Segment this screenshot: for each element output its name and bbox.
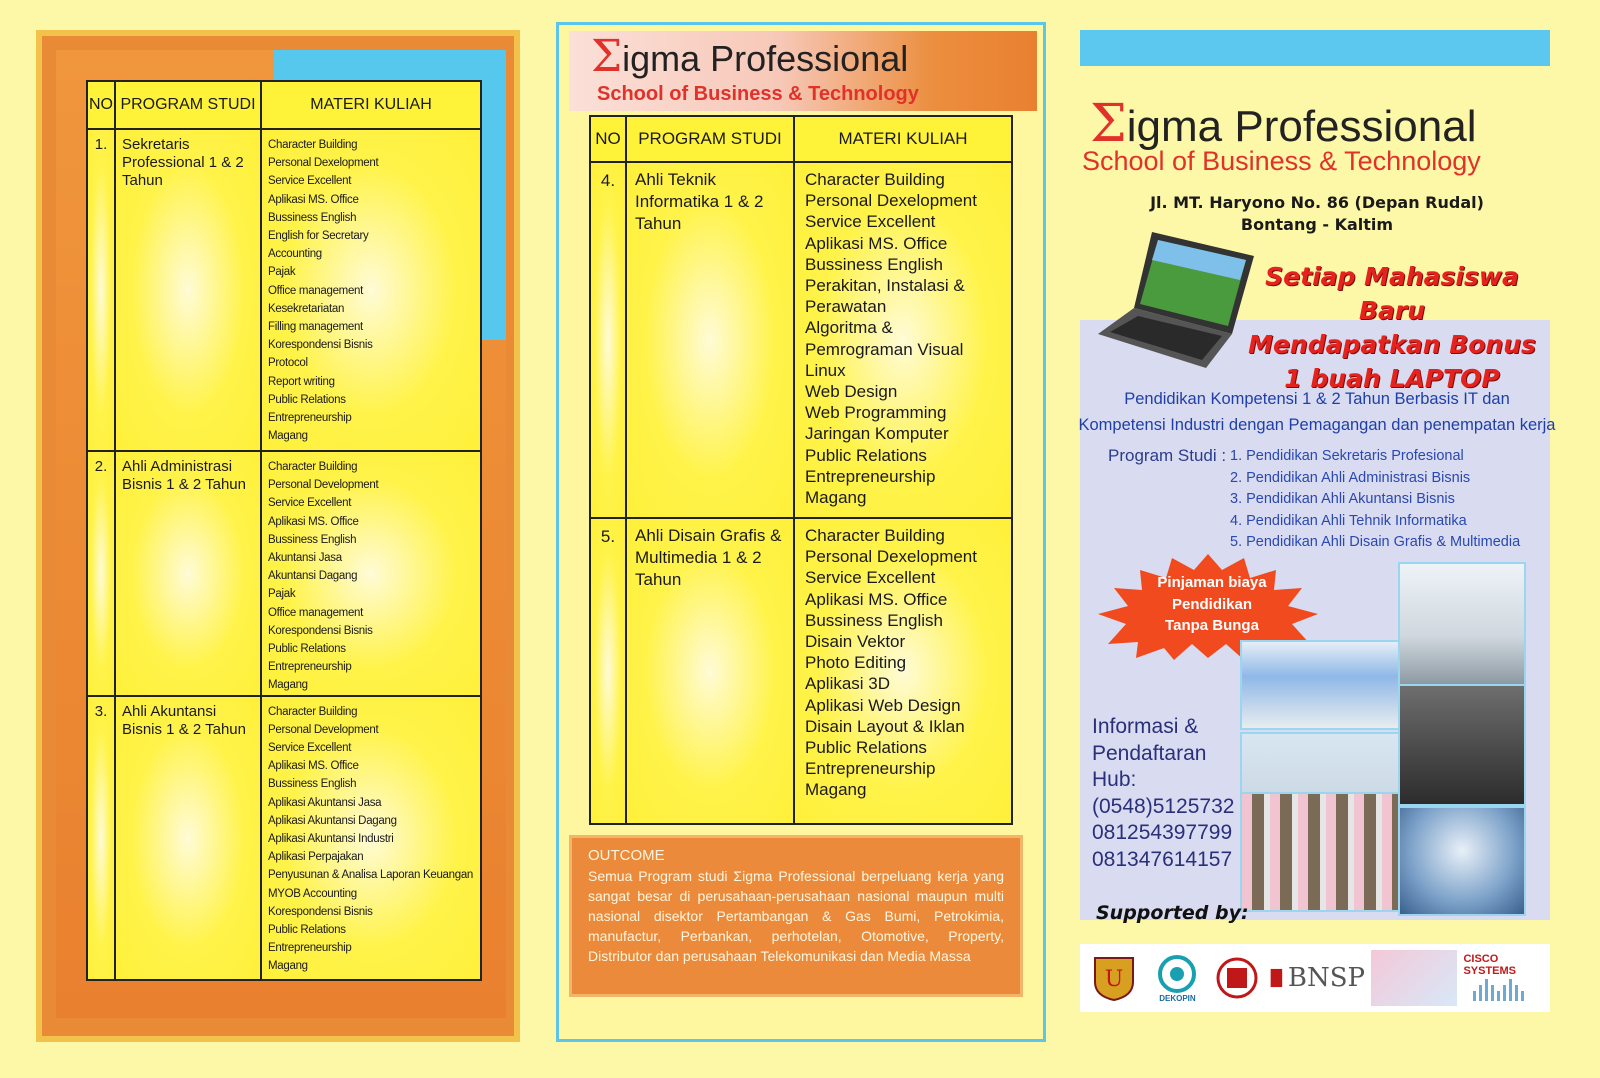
materi-item: Service Excellent [268,497,352,510]
table-header-row [87,81,481,129]
materi-item: Jaringan Komputer [805,424,949,444]
svg-text:U: U [1105,967,1124,992]
header-program: PROGRAM STUDI [115,81,261,129]
intro-line: Kompetensi Industri dengan Pemagangan dan penempatan kerja [1078,416,1556,434]
header-materi: MATERI KULIAH [794,116,1012,162]
materi-item: Filling management [268,321,363,334]
list-item: 5. Pendidikan Ahli Disain Grafis & Multimedia [1230,534,1521,551]
materi-item: Magang [805,488,867,508]
header-no: NO [87,81,115,129]
materi-item: Web Design [805,382,898,402]
table-row [590,518,1012,824]
materi-item: Personal Dexelopment [268,157,379,170]
brand-subtitle: School of Business & Technology [1082,146,1481,176]
materi-item: English for Secretary [268,230,369,243]
table-row [87,129,481,451]
program-name: Ahli Administrasi Bisnis 1 & 2 Tahun [115,451,261,696]
materi-item: Character Building [805,170,945,189]
materi-item: Character Building [268,705,358,718]
materi-item: Korespondensi Bisnis [268,905,373,918]
brand-name: igma Professional [1126,102,1477,151]
materi-item: Service Excellent [268,742,352,755]
materi-item: Magang [805,780,867,800]
program-number: 5. [590,518,626,824]
climber-photo [1398,806,1526,916]
materi-item: Public Relations [268,924,346,937]
middle-brand-header [569,31,1037,111]
top-cyan-bar [1080,30,1550,66]
table-row [87,696,481,980]
bnsp-logo-icon [1269,950,1365,1006]
materi-item: Pemrograman Visual [805,339,964,359]
materi-item: Korespondensi Bisnis [268,624,373,637]
phone-number: (0548)5125732 [1092,794,1235,818]
list-item: 2. Pendidikan Ahli Administrasi Bisnis [1230,469,1471,486]
materi-item: Entrepreneurship [268,942,352,955]
materi-item: Aplikasi MS. Office [805,589,948,609]
contact-line: Hub: [1092,768,1137,791]
laptop-bonus-text [1242,260,1542,396]
laptop-icon [1094,222,1262,372]
brand-title [591,31,908,82]
list-item: 3. Pendidikan Ahli Akuntansi Bisnis [1230,491,1455,508]
left-panel [36,30,520,1042]
table-row [590,162,1012,518]
materi-item: Aplikasi Akuntansi Industri [268,833,394,846]
sponsor-name: BNSP [1287,963,1366,993]
materi-item: Report writing [268,375,335,388]
materi-item: Public Relations [805,445,927,465]
header-no: NO [590,116,626,162]
materi-item: Character Building [805,526,945,545]
left-program-table [86,80,482,981]
program-name: Ahli Disain Grafis & Multimedia 1 & 2 Tahun [626,518,794,824]
brand-subtitle: School of Business & Technology [597,83,919,105]
materi-item: Akuntansi Jasa [268,552,342,565]
materi-item: Accounting [268,248,322,261]
materi-item: Bussiness English [268,211,357,224]
materi-item: Entrepreneurship [805,759,936,779]
sponsor-name: DEKOPIN [1159,993,1196,1003]
materi-item: Aplikasi 3D [805,674,891,694]
list-item: 4. Pendidikan Ahli Tehnik Informatika [1230,512,1467,529]
contact-line: Informasi & [1092,715,1199,738]
materi-item: Pajak [268,588,296,601]
materi-item: Photo Editing [805,653,907,673]
materi-item: Public Relations [268,643,346,656]
materi-item: Aplikasi MS. Office [268,760,359,773]
materi-list [261,129,481,451]
program-name: Ahli Teknik Informatika 1 & 2 Tahun [626,162,794,518]
brand-title [1090,94,1477,154]
materi-item: Personal Development [268,723,379,736]
library-photo [1240,792,1400,912]
supported-by-label: Supported by: [1096,902,1249,924]
materi-item: Magang [268,679,308,692]
loan-line: Pendidikan [1171,595,1253,613]
intro-line: Pendidikan Kompetensi 1 & 2 Tahun Berbasis IT dan [1124,390,1510,408]
building-photo [1240,640,1400,730]
bonus-line: Setiap Mahasiswa Baru [1265,262,1519,325]
materi-item: Office management [268,284,364,297]
materi-list [261,696,481,980]
program-number: 1. [87,129,115,451]
materi-item: Algoritma & [805,318,893,338]
materi-item: Service Excellent [805,568,936,588]
materi-item: Personal Dexelopment [805,191,977,211]
list-item: 1. Pendidikan Sekretaris Profesional [1230,448,1464,464]
materi-list [794,162,1012,518]
bonus-line: 1 buah LAPTOP [1284,364,1500,393]
materi-list [794,518,1012,824]
address-line: Bontang - Kaltim [1240,215,1394,234]
materi-list [261,451,481,696]
middle-panel [556,22,1046,1042]
header-program: PROGRAM STUDI [626,116,794,162]
sigma-logo-icon: Σ [591,31,623,82]
cisco-logo-icon [1463,950,1544,1006]
right-panel [1072,22,1562,1042]
materi-item: Pajak [268,266,296,279]
materi-item: Perakitan, Instalasi & [805,276,965,296]
materi-item: Entrepreneurship [268,661,352,674]
telematika-logo-icon [1371,950,1457,1006]
program-number: 2. [87,451,115,696]
materi-item: Service Excellent [805,212,936,232]
materi-item: Entrepreneurship [805,466,936,486]
office-photo [1398,562,1526,686]
materi-item: Aplikasi MS. Office [268,515,359,528]
ai-logo-icon [1212,950,1263,1006]
materi-item: Perawatan [805,297,887,317]
loan-line: Tanpa Bunga [1165,617,1259,634]
phone-number: 081347614157 [1092,847,1233,871]
materi-item: Aplikasi Web Design [805,695,961,715]
materi-item: Linux [805,360,846,380]
contact-info [1092,714,1234,873]
outcome-box [569,835,1023,997]
bonus-line: Mendapatkan Bonus [1248,330,1536,359]
sigma-logo-icon: Σ [1090,94,1127,154]
materi-item: Aplikasi MS. Office [805,233,948,253]
program-list [1230,446,1520,554]
intro-text [1072,386,1562,438]
materi-item: Bussiness English [805,254,943,274]
outcome-body: Semua Program studi Σigma Professional berpeluang kerja yang sangat besar di perusahaan-perusahaan nasional maupun multi nasional disektor Pertambangan & Gas Bumi, Petrokimia, manufactur, Perbankan, perhotelan, Otomotive, Property, Distributor dan perusahaan Telekomunikasi dan Media Massa [588,868,1004,964]
lab-photo [1398,684,1526,806]
materi-item: MYOB Accounting [268,887,357,900]
materi-item: Aplikasi Akuntansi Jasa [268,796,382,809]
sponsor-logos [1080,944,1550,1012]
materi-item: Magang [268,960,308,973]
dekopin-logo-icon [1149,950,1206,1006]
loan-line: Pinjaman biaya [1157,574,1267,591]
header-materi: MATERI KULIAH [261,81,481,129]
materi-item: Bussiness English [268,778,357,791]
brand-name: igma Professional [622,38,909,79]
materi-item: Office management [268,606,364,619]
address-line: Jl. MT. Haryono No. 86 (Depan Rudal) [1150,193,1484,212]
outcome-title: OUTCOME [588,847,665,864]
middle-program-table [589,115,1013,825]
contact-line: Pendaftaran [1092,741,1207,765]
materi-item: Personal Development [268,479,379,492]
materi-item: Bussiness English [805,610,943,630]
table-header-row [590,116,1012,162]
program-name: Sekretaris Professional 1 & 2 Tahun [115,129,261,451]
materi-item: Protocol [268,357,308,370]
sponsor-name: CISCO SYSTEMS [1463,953,1517,977]
materi-item: Aplikasi Akuntansi Dagang [268,814,397,827]
materi-item: Korespondensi Bisnis [268,339,373,352]
program-number: 3. [87,696,115,980]
materi-item: Akuntansi Dagang [268,570,358,583]
crest-logo-icon [1086,950,1143,1006]
materi-item: Penyusunan & Analisa Laporan Keuangan [268,869,474,882]
materi-item: Aplikasi Perpajakan [268,851,364,864]
materi-item: Aplikasi MS. Office [268,193,359,206]
materi-item: Character Building [268,139,358,151]
materi-item: Web Programming [805,403,947,423]
loan-text [1130,572,1294,637]
phone-number: 081254397799 [1092,821,1233,844]
table-row [87,451,481,696]
materi-item: Service Excellent [268,175,352,188]
materi-item: Disain Layout & Iklan [805,716,965,736]
materi-item: Bussiness English [268,533,357,546]
materi-item: Kesekretariatan [268,302,345,315]
materi-item: Public Relations [268,393,346,406]
materi-item: Character Building [268,461,358,473]
materi-item: Personal Dexelopment [805,547,977,567]
materi-item: Magang [268,430,308,443]
program-label: Program Studi : [1108,446,1227,465]
materi-item: Public Relations [805,738,927,758]
program-number: 4. [590,162,626,518]
materi-item: Disain Vektor [805,632,906,652]
program-name: Ahli Akuntansi Bisnis 1 & 2 Tahun [115,696,261,980]
materi-item: Entrepreneurship [268,412,352,425]
